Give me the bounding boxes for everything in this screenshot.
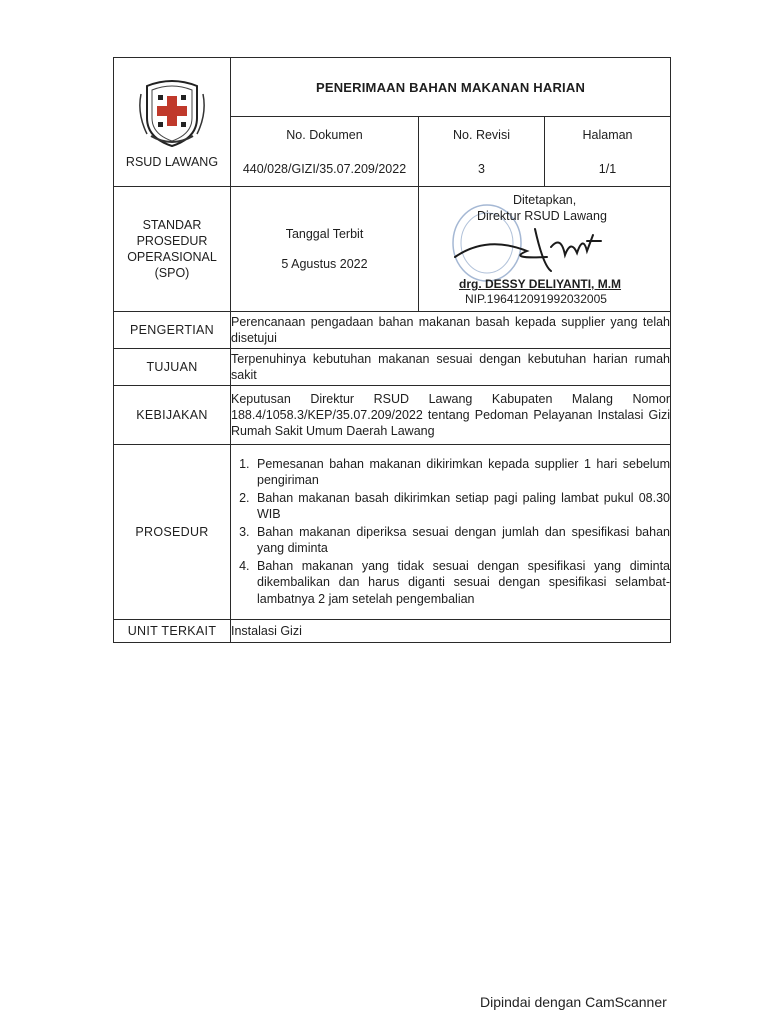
tujuan-text: Terpenuhinya kebutuhan makanan sesuai dengan kebutuhan harian rumah sakit bbox=[231, 349, 671, 386]
spo-label-cell bbox=[114, 187, 231, 312]
prosedur-step: 2. Bahan makanan basah dikirimkan setiap pagi paling lambat pukul 08.30 WIB bbox=[253, 490, 670, 523]
prosedur-label: PROSEDUR bbox=[114, 445, 231, 620]
pengertian-text: Perencanaan pengadaan bahan makanan basah kepada supplier yang telah disetujui bbox=[231, 312, 671, 349]
unit-label: UNIT TERKAIT bbox=[114, 620, 231, 643]
revision-cell bbox=[419, 117, 545, 187]
kebijakan-label: KEBIJAKAN bbox=[114, 386, 231, 445]
page-cell bbox=[545, 117, 671, 187]
hospital-logo-cell bbox=[114, 58, 231, 187]
doc-number-cell bbox=[231, 117, 419, 187]
page-value: 1/1 bbox=[598, 161, 617, 176]
signer-nip: NIP.196412091992032005 bbox=[465, 292, 607, 306]
approval-cell bbox=[419, 187, 671, 312]
page-label: Halaman bbox=[582, 127, 633, 142]
hospital-name: RSUD LAWANG bbox=[125, 154, 219, 169]
unit-text: Instalasi Gizi bbox=[231, 620, 671, 643]
scanner-watermark: Dipindai dengan CamScanner bbox=[480, 994, 667, 1010]
spo-label-line: STANDAR bbox=[142, 218, 202, 232]
prosedur-steps bbox=[231, 445, 671, 620]
kebijakan-text: Keputusan Direktur RSUD Lawang Kabupaten Malang Nomor 188.4/1058.3/KEP/35.07.209/2022 tentang Pedoman Pelayanan Instalasi Gizi Rumah Sakit Umum Daerah Lawang bbox=[231, 386, 671, 445]
document-title: PENERIMAAN BAHAN MAKANAN HARIAN bbox=[231, 58, 671, 117]
issue-date-value: 5 Agustus 2022 bbox=[281, 257, 368, 271]
doc-number-label: No. Dokumen bbox=[286, 127, 363, 142]
hospital-crest-icon bbox=[137, 76, 207, 148]
approval-line-1: Ditetapkan, bbox=[513, 193, 577, 207]
spo-label-line: PROSEDUR bbox=[136, 234, 208, 248]
revision-label: No. Revisi bbox=[453, 127, 510, 142]
doc-number-value: 440/028/GIZI/35.07.209/2022 bbox=[242, 161, 407, 176]
prosedur-step: 3. Bahan makanan diperiksa sesuai dengan jumlah dan spesifikasi bahan yang diminta bbox=[253, 524, 670, 557]
issue-date-label: Tanggal Terbit bbox=[285, 227, 364, 241]
approval-line-2: Direktur RSUD Lawang bbox=[477, 209, 607, 223]
pengertian-label: PENGERTIAN bbox=[114, 312, 231, 349]
prosedur-step: 1. Pemesanan bahan makanan dikirimkan kepada supplier 1 hari sebelum pengiriman bbox=[253, 456, 670, 489]
spo-document-table bbox=[113, 57, 671, 643]
prosedur-step: 4. Bahan makanan yang tidak sesuai dengan spesifikasi yang diminta dikembalikan dan harus diganti sesuai dengan spesifikasi selambat-lambatnya 2 jam setelah pengembalian bbox=[253, 558, 670, 608]
signer-name: drg. DESSY DELIYANTI, M.M bbox=[459, 277, 622, 291]
prosedur-list bbox=[231, 456, 670, 608]
spo-label-line: (SPO) bbox=[154, 266, 190, 280]
issue-date-cell bbox=[231, 187, 419, 312]
tujuan-label: TUJUAN bbox=[114, 349, 231, 386]
handwritten-signature bbox=[455, 229, 601, 271]
revision-value: 3 bbox=[478, 161, 485, 176]
spo-label-line: OPERASIONAL bbox=[127, 250, 217, 264]
